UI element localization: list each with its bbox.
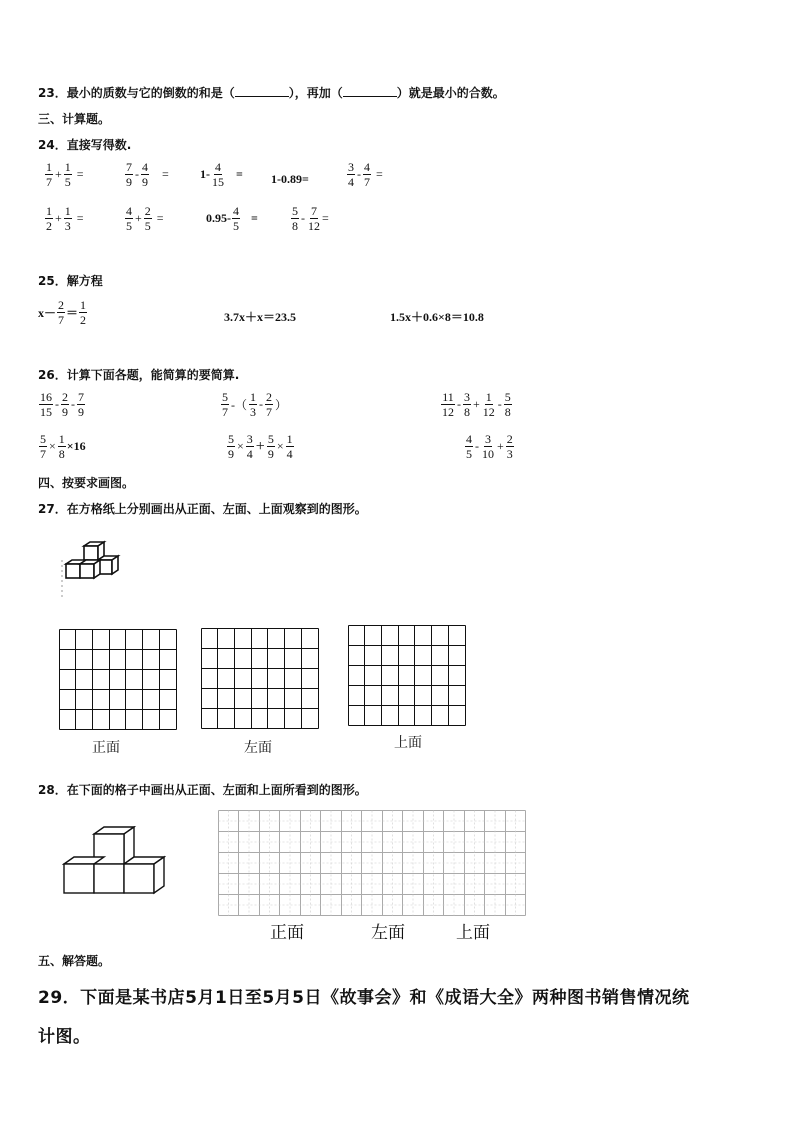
fraction: $\frac{1}{3}$ xyxy=(64,204,71,233)
q28-drawing-grid[interactable] xyxy=(218,810,526,916)
q23-blank-2[interactable] xyxy=(343,85,397,97)
section-3-heading: 三、计算题。 xyxy=(38,112,111,126)
q27-label-top: 上面 xyxy=(394,735,422,751)
q27-grid-left[interactable] xyxy=(201,628,319,729)
q27-grid-front[interactable] xyxy=(59,629,177,730)
fraction: $\frac{4}{7}$ xyxy=(364,160,370,189)
q25-equation-1: x－ $\frac{2}{7}$ ＝ $\frac{1}{2}$ xyxy=(38,298,87,327)
section-4-heading: 四、按要求画图。 xyxy=(38,476,135,490)
fraction: $\frac{1}{2}$ xyxy=(46,204,52,233)
q26-expr-3: $\frac{11}{12}$ - $\frac{3}{8}$ + $\frac{1}{12}$ - $\frac{5}{8}$ xyxy=(442,390,511,419)
q23-text-b: ），再加（ xyxy=(288,86,343,100)
q24-expr-1: $\frac{1}{7}$ + $\frac{1}{5}$ = xyxy=(46,160,84,189)
fraction: $\frac{2}{7}$ xyxy=(58,298,65,327)
q24-expr-3: 1- $\frac{4}{15}$ = xyxy=(200,160,243,189)
q27-label-front: 正面 xyxy=(92,740,120,756)
fraction: $\frac{2}{5}$ xyxy=(144,204,151,233)
fraction: $\frac{4}{5}$ xyxy=(126,204,132,233)
fraction: $\frac{1}{2}$ xyxy=(80,298,87,327)
question-27-title: 27．在方格纸上分别画出从正面、左面、上面观察到的图形。 xyxy=(38,502,367,516)
fraction: $\frac{7}{12}$ xyxy=(308,204,320,233)
q25-equation-2: 3.7x＋x＝23.5 xyxy=(224,310,297,324)
section-5-heading: 五、解答题。 xyxy=(38,954,111,968)
q28-label-top: 上面 xyxy=(456,923,490,943)
question-29-line-2: 计图。 xyxy=(38,1027,91,1047)
q26-expr-2: $\frac{5}{7}$ -（ $\frac{1}{3}$ - $\frac{2}{7}$ ） xyxy=(222,390,288,419)
fraction: $\frac{4}{5}$ xyxy=(233,204,239,233)
q23-blank-1[interactable] xyxy=(235,85,289,97)
q23-text-a: 23．最小的质数与它的倒数的和是（ xyxy=(38,86,235,100)
q28-label-left: 左面 xyxy=(371,923,405,943)
question-24-title: 24．直接写得数. xyxy=(38,138,132,152)
q24-expr-2: $\frac{7}{9}$ - $\frac{4}{9}$ = xyxy=(126,160,169,189)
q24-expr-4: 1-0.89= xyxy=(271,172,309,186)
fraction: $\frac{5}{8}$ xyxy=(292,204,298,233)
fraction: $\frac{4}{15}$ xyxy=(212,160,224,189)
fraction: $\frac{4}{9}$ xyxy=(142,160,148,189)
q26-expr-4: $\frac{5}{7}$ × $\frac{1}{8}$ ×16 xyxy=(40,432,86,461)
q24-expr-6: $\frac{1}{2}$ + $\frac{1}{3}$ = xyxy=(46,204,84,233)
q26-expr-1: $\frac{16}{15}$ - $\frac{2}{9}$ - $\frac{7}{9}$ xyxy=(40,390,84,419)
fraction: $\frac{3}{4}$ xyxy=(348,160,354,189)
q27-label-left: 左面 xyxy=(244,740,272,756)
question-23 xyxy=(38,84,505,101)
fraction: $\frac{1}{5}$ xyxy=(64,160,71,189)
q23-text-c: ）就是最小的合数。 xyxy=(396,86,505,100)
q26-expr-5: $\frac{5}{9}$ × $\frac{3}{4}$ + $\frac{5}{9}$ × $\frac{1}{4}$ xyxy=(228,432,293,461)
question-26-title: 26．计算下面各题，能简算的要简算. xyxy=(38,368,240,382)
q27-grid-top[interactable] xyxy=(348,625,466,726)
q28-label-front: 正面 xyxy=(270,923,304,943)
q26-expr-6: $\frac{4}{5}$ - $\frac{3}{10}$ + $\frac{2}{3}$ xyxy=(466,432,513,461)
q24-expr-8: 0.95- $\frac{4}{5}$ = xyxy=(206,204,258,233)
q24-expr-7: $\frac{4}{5}$ + $\frac{2}{5}$ = xyxy=(126,204,164,233)
q25-equation-3: 1.5x＋0.6×8＝10.8 xyxy=(390,310,484,324)
question-25-title: 25．解方程 xyxy=(38,274,103,288)
q24-expr-9: $\frac{5}{8}$ - $\frac{7}{12}$ = xyxy=(292,204,329,233)
q27-cube-figure xyxy=(56,540,128,606)
question-29-line-1: 29．下面是某书店5月1日至5月5日《故事会》和《成语大全》两种图书销售情况统 xyxy=(38,988,690,1008)
q24-expr-5: $\frac{3}{4}$ - $\frac{4}{7}$ = xyxy=(348,160,383,189)
question-28-title: 28．在下面的格子中画出从正面、左面和上面所看到的图形。 xyxy=(38,783,367,797)
fraction: $\frac{7}{9}$ xyxy=(126,160,132,189)
q28-block-figure xyxy=(62,826,166,896)
fraction: $\frac{1}{7}$ xyxy=(46,160,52,189)
